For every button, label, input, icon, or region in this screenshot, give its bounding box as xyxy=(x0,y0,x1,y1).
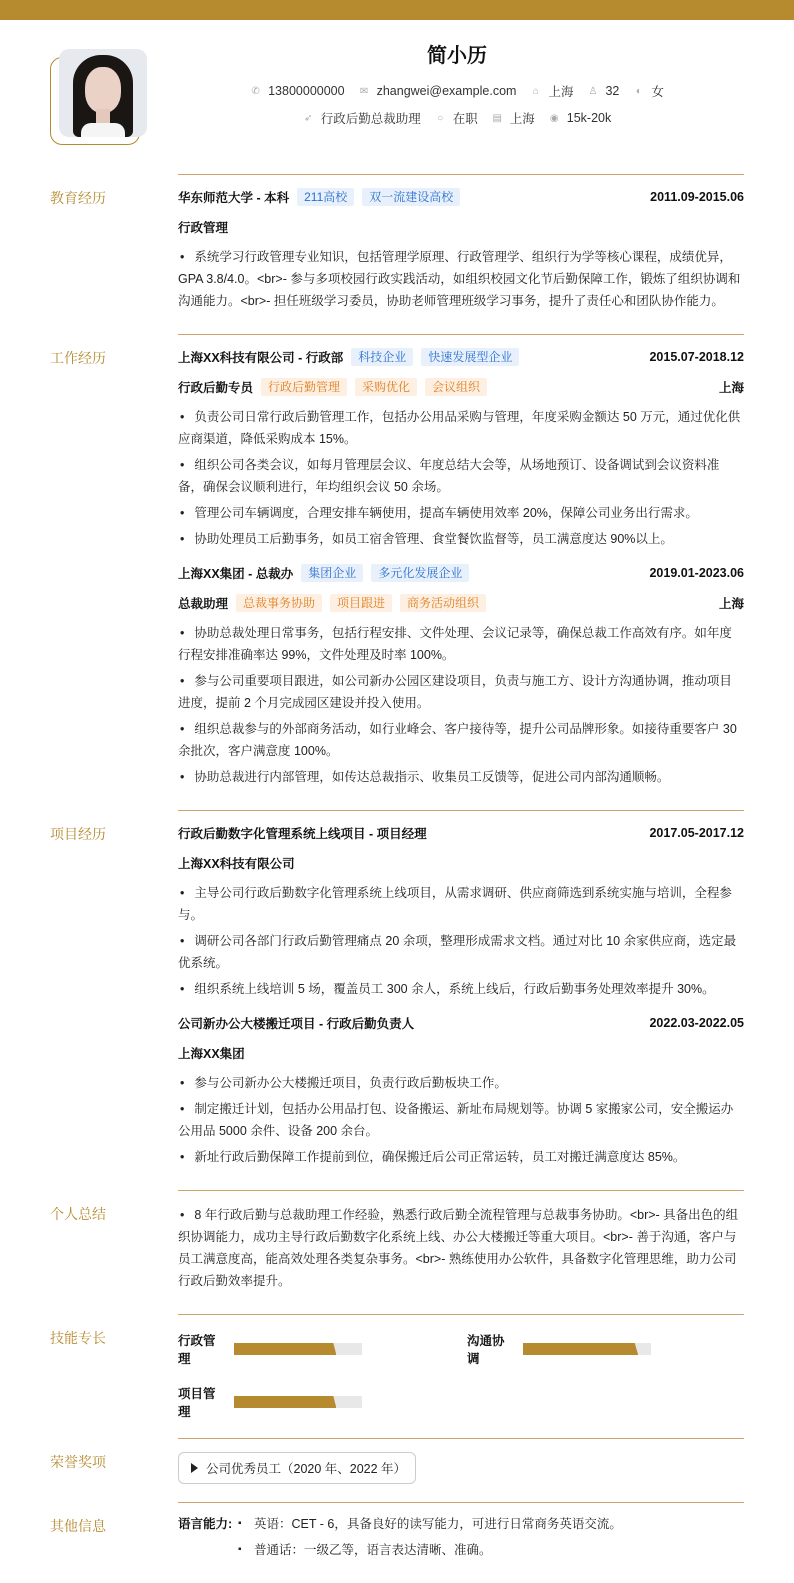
date-range: 2015.07-2018.12 xyxy=(649,350,744,364)
section-title: 其他信息 xyxy=(50,1518,106,1534)
send-icon: ➶ xyxy=(304,112,313,124)
skill-item xyxy=(467,1331,744,1367)
contact-email[interactable]: ✉ zhangwei@example.com xyxy=(359,84,517,98)
location: 上海 xyxy=(718,597,744,611)
tag: 行政后勤管理 xyxy=(261,378,347,396)
award-text: 公司优秀员工（2020 年、2022 年） xyxy=(206,1462,407,1476)
tag: 快速发展型企业 xyxy=(421,348,519,366)
skills-section xyxy=(0,1314,794,1438)
skill-label: 项目管理 xyxy=(178,1387,216,1419)
summary-section xyxy=(0,1190,794,1314)
intent-position: ➶ 行政后勤总裁助理 xyxy=(304,112,421,126)
tag: 211高校 xyxy=(297,188,354,206)
list-item: ▪ 普通话：一级乙等，语言表达清晰、准确。 xyxy=(236,1539,622,1561)
skill-fill xyxy=(234,1396,336,1408)
gender-icon: ◐ xyxy=(635,85,642,97)
list-item: • 制定搬迁计划，包括办公用品打包、设备搬运、新址布局规划等。协调 5 家搬家公司，安全搬运办公用品 5000 余件、设备 200 余台。 xyxy=(178,1098,744,1142)
project-entry xyxy=(178,824,744,1000)
list-item: • 系统学习行政管理专业知识，包括管理学原理、行政管理学、组织行为学等核心课程，成绩优异，GPA 3.8/4.0。<br>- 参与多项校园行政实践活动，如组织校园文化节后勤保障工作，锻炼了组织协调和沟通能力。<br>- 担任班级学习委员，协助老师管理班级学习事务，提升了责任心和团队协作能力。 xyxy=(178,246,744,312)
section-title: 工作经历 xyxy=(50,350,106,366)
date-range: 2019.01-2023.06 xyxy=(649,566,744,580)
contact-row xyxy=(0,82,794,100)
status-icon: ○ xyxy=(437,112,444,124)
company-name: 上海XX集团 - 总裁办 xyxy=(178,567,294,581)
resume-header xyxy=(0,20,794,174)
intent-salary: ◉ 15k-20k xyxy=(549,111,612,125)
contact-city: ⌂ 上海 xyxy=(530,82,573,100)
tag: 多元化发展企业 xyxy=(371,564,469,582)
list-item: ▪ 英语：CET - 6，具备良好的读写能力，可进行日常商务英语交流。 xyxy=(236,1513,622,1535)
disclosure-triangle-icon xyxy=(191,1463,198,1473)
section-title: 个人总结 xyxy=(50,1206,106,1222)
list-item: • 参与公司重要项目跟进，如公司新办公园区建设项目，负责与施工方、设计方沟通协调，推动项目进度，提前 2 个月完成园区建设并投入使用。 xyxy=(178,670,744,714)
tag: 会议组织 xyxy=(425,378,487,396)
list-item: • 组织系统上线培训 5 场，覆盖员工 300 余人，系统上线后，行政后勤事务处理效率提升 30%。 xyxy=(178,978,744,1000)
phone-icon: ✆ xyxy=(251,85,260,97)
intent-status: ○ 在职 xyxy=(435,109,478,127)
tag: 商务活动组织 xyxy=(400,594,486,612)
work-entry xyxy=(178,564,744,788)
list-item: • 参与公司新办公大楼搬迁项目，负责行政后勤板块工作。 xyxy=(178,1072,744,1094)
role: 行政后勤专员 xyxy=(178,381,254,395)
contact-age: ♙ 32 xyxy=(588,84,620,98)
tag: 集团企业 xyxy=(301,564,363,582)
work-entry xyxy=(178,348,744,550)
awards-section xyxy=(0,1438,794,1502)
company-name: 上海XX科技有限公司 - 行政部 xyxy=(178,351,344,365)
tag: 科技企业 xyxy=(351,348,413,366)
projects-section xyxy=(0,810,794,1190)
tag: 项目跟进 xyxy=(330,594,392,612)
cake-icon: ♙ xyxy=(588,85,598,97)
project-name: 公司新办公大楼搬迁项目 - 行政后勤负责人 xyxy=(178,1017,415,1031)
contact-phone: ✆ 13800000000 xyxy=(251,84,345,98)
list-item: • 协助总裁处理日常事务，包括行程安排、文件处理、会议记录等，确保总裁工作高效有序。如年度行程安排准确率达 99%，文件处理及时率 100%。 xyxy=(178,622,744,666)
contact-gender: ◐ 女 xyxy=(633,82,664,100)
project-entry xyxy=(178,1014,744,1168)
project-org: 上海XX科技有限公司 xyxy=(178,857,295,871)
building-icon: ▤ xyxy=(492,112,502,124)
list-item: • 管理公司车辆调度，合理安排车辆使用，提高车辆使用效率 20%，保障公司业务出行需求。 xyxy=(178,502,744,524)
list-item: • 协助总裁进行内部管理，如传达总裁指示、收集员工反馈等，促进公司内部沟通顺畅。 xyxy=(178,766,744,788)
skill-bar xyxy=(234,1396,362,1408)
date-range: 2022.03-2022.05 xyxy=(649,1016,744,1030)
list-item: • 主导公司行政后勤数字化管理系统上线项目，从需求调研、供应商筛选到系统实施与培训，全程参与。 xyxy=(178,882,744,926)
list-item: • 协助处理员工后勤事务，如员工宿舍管理、食堂餐饮监督等，员工满意度达 90%以上。 xyxy=(178,528,744,550)
section-title: 教育经历 xyxy=(50,190,106,206)
home-icon: ⌂ xyxy=(532,85,539,97)
tag: 采购优化 xyxy=(355,378,417,396)
tag: 总裁事务协助 xyxy=(236,594,322,612)
skill-bar xyxy=(523,1343,651,1355)
intent-city: ▤ 上海 xyxy=(492,112,535,126)
candidate-name: 简小历 xyxy=(427,45,487,67)
top-accent-bar xyxy=(0,0,794,20)
tag: 双一流建设高校 xyxy=(362,188,460,206)
skill-item xyxy=(178,1384,467,1420)
section-title: 项目经历 xyxy=(50,826,106,842)
money-icon: ◉ xyxy=(549,112,559,124)
education-section xyxy=(0,174,794,334)
work-section xyxy=(0,334,794,810)
mail-icon: ✉ xyxy=(359,85,369,97)
other-section xyxy=(0,1502,794,1583)
role: 总裁助理 xyxy=(178,597,229,611)
job-intent-row xyxy=(0,109,794,127)
section-title: 技能专长 xyxy=(50,1330,106,1346)
list-item: • 新址行政后勤保障工作提前到位，确保搬迁后公司正常运转，员工对搬迁满意度达 85%。 xyxy=(178,1146,744,1168)
award-item[interactable] xyxy=(178,1452,416,1484)
list-item: • 负责公司日常行政后勤管理工作，包括办公用品采购与管理，年度采购金额达 50 万元，通过优化供应商渠道，降低采购成本 15%。 xyxy=(178,406,744,450)
skill-label: 沟通协调 xyxy=(467,1334,505,1366)
skill-label: 行政管理 xyxy=(178,1334,216,1366)
major: 行政管理 xyxy=(178,221,229,235)
school-name: 华东师范大学 - 本科 xyxy=(178,191,290,205)
skill-bar xyxy=(234,1343,362,1355)
list-item: • 8 年行政后勤与总裁助理工作经验，熟悉行政后勤全流程管理与总裁事务协助。<br>- 具备出色的组织协调能力，成功主导行政后勤数字化系统上线、办公大楼搬迁等重大项目。<br>- 善于沟通，客户与员工满意度高，能高效处理各类复杂事务。<br>- 熟练使用办公软件，具备数字化管理思维，助力公司行政后勤效率提升。 xyxy=(178,1204,744,1292)
skill-item xyxy=(178,1331,467,1367)
skill-fill xyxy=(234,1343,336,1355)
project-org: 上海XX集团 xyxy=(178,1047,245,1061)
project-name: 行政后勤数字化管理系统上线项目 - 项目经理 xyxy=(178,827,427,841)
section-title: 荣誉奖项 xyxy=(50,1454,106,1470)
skill-fill xyxy=(523,1343,638,1355)
list-item: • 组织公司各类会议，如每月管理层会议、年度总结大会等，从场地预订、设备调试到会议资料准备，确保会议顺利进行，年均组织会议 50 余场。 xyxy=(178,454,744,498)
location: 上海 xyxy=(718,381,744,395)
date-range: 2011.09-2015.06 xyxy=(650,190,744,204)
list-item: • 调研公司各部门行政后勤管理痛点 20 余项，整理形成需求文档。通过对比 10 余家供应商，选定最优系统。 xyxy=(178,930,744,974)
language-label: 语言能力: xyxy=(178,1517,233,1531)
list-item: • 组织总裁参与的外部商务活动，如行业峰会、客户接待等，提升公司品牌形象。如接待重要客户 30 余批次，客户满意度 100%。 xyxy=(178,718,744,762)
date-range: 2017.05-2017.12 xyxy=(649,826,744,840)
